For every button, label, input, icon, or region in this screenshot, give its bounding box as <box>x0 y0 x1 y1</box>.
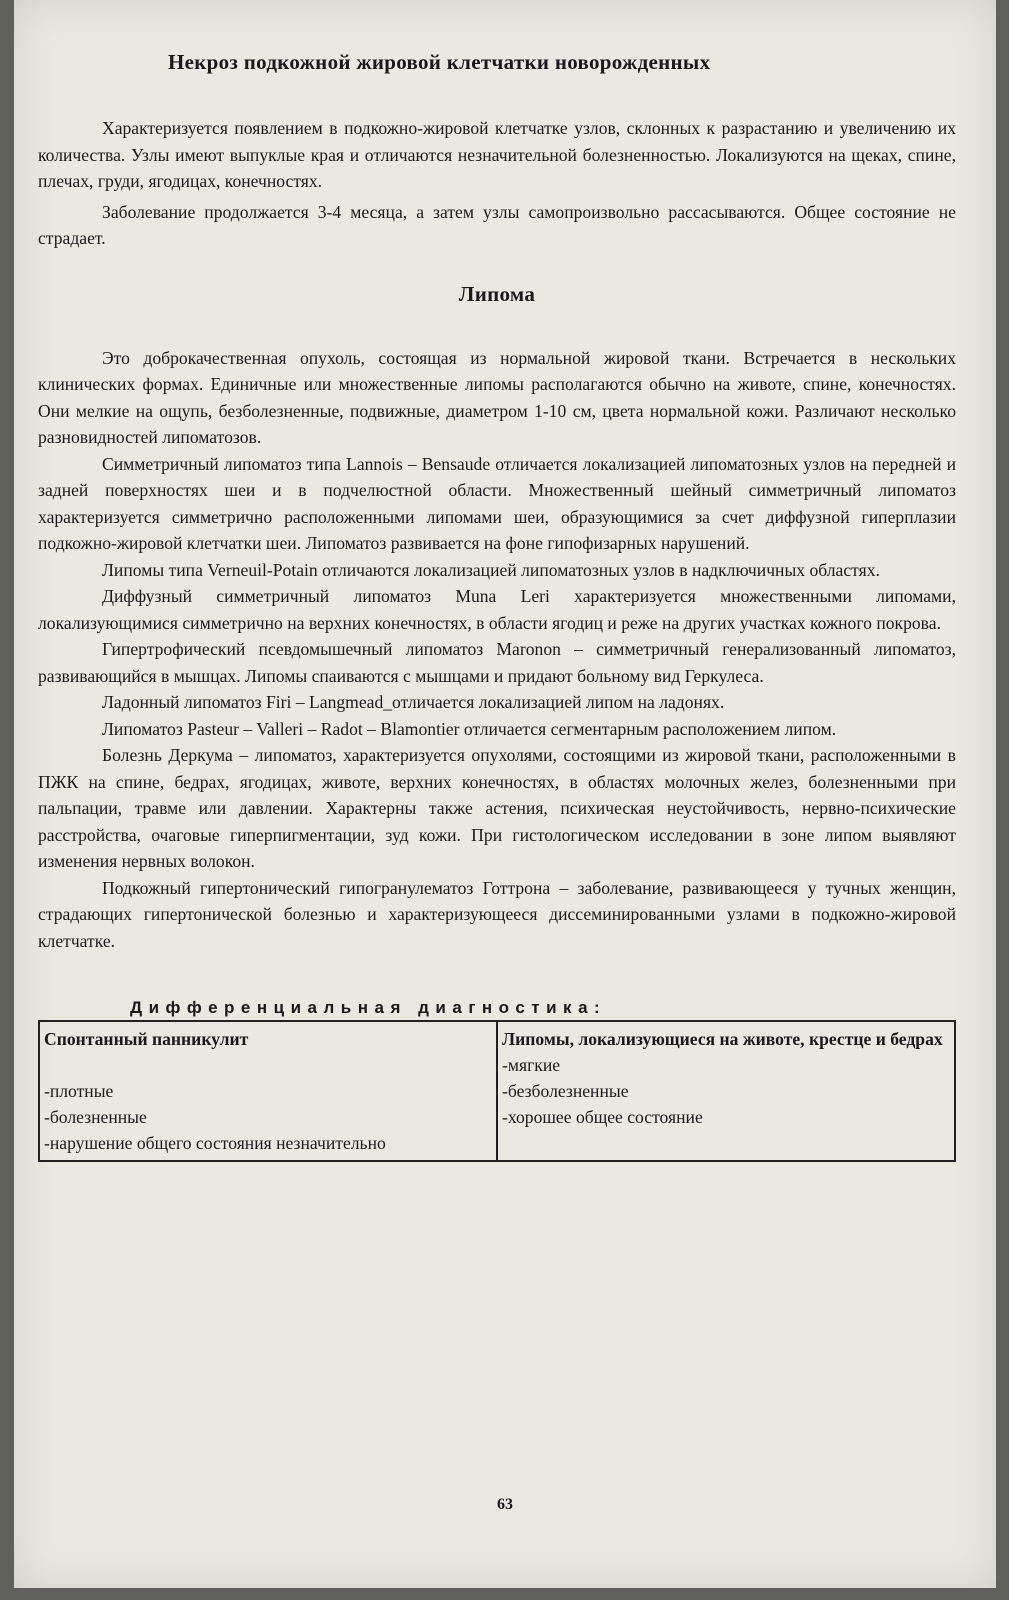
page-content <box>38 50 956 1162</box>
section-lipoma <box>38 345 956 955</box>
spacer <box>44 1052 490 1078</box>
list-item: -безболезненные <box>502 1081 629 1101</box>
book-page <box>14 0 996 1588</box>
paragraph: Характеризуется появлением в подкожно-жировой клетчатке узлов, склонных к разрастанию и увеличению их количества. Узлы имеют выпуклые края и отличаются незначительной болезненностью. Локализуются на щеках, спине, плечах, груди, ягодицах, конечностях. <box>38 118 956 191</box>
paragraph: Липоматоз Pasteur – Valleri – Radot – Blamontier отличается сегментарным расположением липом. <box>102 718 837 739</box>
heading-lipoma: Липома <box>458 281 536 306</box>
differential-diagnosis-title: Дифференциальная диагностика: <box>130 998 607 1017</box>
paragraph: Заболевание продолжается 3-4 месяца, а затем узлы самопроизвольно рассасываются. Общее состояние не страдает. <box>38 201 956 248</box>
table-row <box>39 1021 955 1161</box>
list-item: -хорошее общее состояние <box>502 1107 703 1127</box>
paragraph: Это доброкачественная опухоль, состоящая из нормальной жировой ткани. Встречается в нескольких клинических формах. Единичные или множественные липомы располагаются обычно на животе, спине, конечностях. Они мелкие на ощупь, безболезненные, подвижные, диаметром 1-10 см, цвета нормальной кожи. Различают несколько разновидностей липоматозов. <box>38 347 956 447</box>
cell-header: Липомы, локализующиеся на животе, крестце и бедрах <box>502 1029 943 1049</box>
differential-diagnosis-table <box>38 1020 956 1162</box>
page-number: 63 <box>497 1496 513 1513</box>
paragraph: Диффузный симметричный липоматоз Muna Leri характеризуется множественными липомами, локализующимися симметрично на верхних конечностях, в области ягодиц и реже на других участках кожного покрова. <box>38 586 956 633</box>
cell-header: Спонтанный панникулит <box>44 1029 249 1049</box>
list-item: -нарушение общего состояния незначительно <box>44 1133 386 1153</box>
list-item: -болезненные <box>44 1107 147 1127</box>
heading-necrosis: Некроз подкожной жировой клетчатки новорожденных <box>168 50 711 74</box>
paragraph: Болезнь Деркума – липоматоз, характеризуется опухолями, состоящими из жировой ткани, расположенными в ПЖК на спине, бедрах, ягодицах, животе, верхних конечностях, в областях молочных желез, болезненными при пальпации, травме или давлении. Характерны также астения, психическая неустойчивость, нервно-психические расстройства, очаговые гиперпигментации, зуд кожи. При гистологическом исследовании в зоне липом выявляют изменения нервных волокон. <box>38 745 956 871</box>
paragraph: Гипертрофический псевдомышечный липоматоз Maronon – симметричный генерализованный липоматоз, развивающийся в мышцах. Липомы спаиваются с мышцами и придают больному вид Геркулеса. <box>38 639 956 686</box>
paragraph: Ладонный липоматоз Firi – Langmead_отличается локализацией липом на ладонях. <box>102 692 725 712</box>
section-necrosis <box>38 115 956 252</box>
list-item: -мягкие <box>502 1055 561 1075</box>
table-cell-panniculitis <box>39 1021 497 1161</box>
paragraph: Симметричный липоматоз типа Lannois – Bensaude отличается локализацией липоматозных узлов на передней и задней поверхностях шеи и в подчелюстной области. Множественный шейный симметричный липоматоз характеризуется симметрично расположенными липомами шеи, образующимися за счет диффузной гиперплазии подкожно-жировой клетчатки шеи. Липоматоз развивается на фоне гипофизарных нарушений. <box>38 453 956 553</box>
table-cell-lipomas <box>497 1021 955 1161</box>
list-item: -плотные <box>44 1081 114 1101</box>
paragraph: Подкожный гипертонический гипогранулематоз Готтрона – заболевание, развивающееся у тучных женщин, страдающих гипертонической болезнью и характеризующееся диссеминированными узлами в подкожно-жировой клетчатке. <box>38 877 956 951</box>
paragraph: Липомы типа Verneuil-Potain отличаются локализацией липоматозных узлов в надключичных областях. <box>102 559 880 580</box>
